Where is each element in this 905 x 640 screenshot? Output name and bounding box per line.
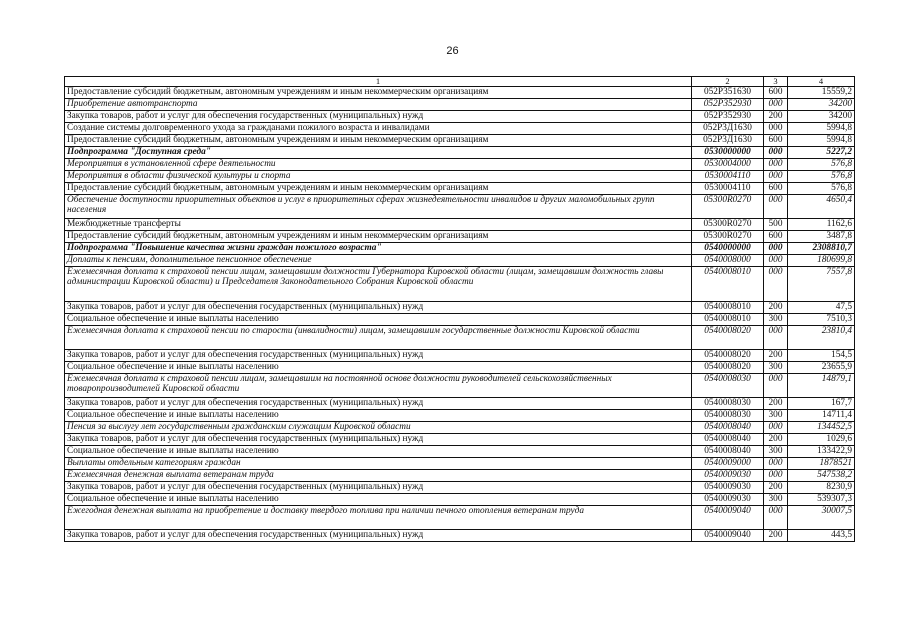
row-amount-cell: 576,8 <box>788 159 855 171</box>
row-name-cell: Подпрограмма "Повышение качества жизни граждан пожилого возраста" <box>65 243 692 255</box>
row-code-cell: 0540008040 <box>692 422 764 434</box>
row-name-cell: Ежемесячная денежная выплата ветеранам труда <box>65 470 692 482</box>
row-code-cell: 0540008040 <box>692 434 764 446</box>
row-code-cell: 0540009030 <box>692 494 764 506</box>
row-expense-type-cell: 000 <box>764 506 788 530</box>
row-amount-cell: 539307,3 <box>788 494 855 506</box>
row-amount-cell: 5994,8 <box>788 123 855 135</box>
row-code-cell: 05300R0270 <box>692 231 764 243</box>
row-name-cell: Социальное обеспечение и иные выплаты населению <box>65 446 692 458</box>
table-row <box>65 255 855 267</box>
row-code-cell: 0540008040 <box>692 446 764 458</box>
row-expense-type-cell: 000 <box>764 159 788 171</box>
row-amount-cell: 5994,8 <box>788 135 855 147</box>
table-row <box>65 374 855 398</box>
row-amount-cell: 133422,9 <box>788 446 855 458</box>
row-expense-type-cell: 600 <box>764 135 788 147</box>
row-name-cell: Социальное обеспечение и иные выплаты населению <box>65 314 692 326</box>
row-code-cell: 0540009030 <box>692 482 764 494</box>
row-code-cell: 0540008020 <box>692 350 764 362</box>
row-code-cell: 05300R0270 <box>692 219 764 231</box>
row-expense-type-cell: 000 <box>764 458 788 470</box>
row-amount-cell: 7557,8 <box>788 267 855 302</box>
row-expense-type-cell: 000 <box>764 267 788 302</box>
row-name-cell: Закупка товаров, работ и услуг для обеспечения государственных (муниципальных) нужд <box>65 434 692 446</box>
row-expense-type-cell: 200 <box>764 530 788 542</box>
row-code-cell: 0540008010 <box>692 302 764 314</box>
row-expense-type-cell: 000 <box>764 470 788 482</box>
row-name-cell: Предоставление субсидий бюджетным, автономным учреждениям и иным некоммерческим организациям <box>65 87 692 99</box>
table-row <box>65 350 855 362</box>
row-code-cell: 0540009000 <box>692 458 764 470</box>
table-row <box>65 87 855 99</box>
row-code-cell: 052P352930 <box>692 111 764 123</box>
row-name-cell: Закупка товаров, работ и услуг для обеспечения государственных (муниципальных) нужд <box>65 350 692 362</box>
table-header-row <box>65 77 855 87</box>
row-name-cell: Приобретение автотранспорта <box>65 99 692 111</box>
table-row <box>65 99 855 111</box>
row-code-cell: 0530000000 <box>692 147 764 159</box>
row-amount-cell: 8230,9 <box>788 482 855 494</box>
table-row <box>65 482 855 494</box>
row-name-cell: Ежемесячная доплата к страховой пенсии лицам, замещавшим на постоянной основе должности руководителей сельскохозяйственных товаропроизводителей Кировской области <box>65 374 692 398</box>
row-expense-type-cell: 200 <box>764 350 788 362</box>
row-code-cell: 0540008020 <box>692 362 764 374</box>
column-header-4: 4 <box>788 77 855 87</box>
row-amount-cell: 14879,1 <box>788 374 855 398</box>
budget-table <box>64 76 855 542</box>
row-name-cell: Предоставление субсидий бюджетным, автономным учреждениям и иным некоммерческим организациям <box>65 231 692 243</box>
row-expense-type-cell: 600 <box>764 183 788 195</box>
row-expense-type-cell: 000 <box>764 255 788 267</box>
table-row <box>65 314 855 326</box>
row-amount-cell: 23655,9 <box>788 362 855 374</box>
table-row <box>65 111 855 123</box>
row-expense-type-cell: 500 <box>764 219 788 231</box>
row-code-cell: 052P3Д1630 <box>692 123 764 135</box>
row-expense-type-cell: 000 <box>764 243 788 255</box>
row-amount-cell: 2308810,7 <box>788 243 855 255</box>
row-code-cell: 0540009030 <box>692 470 764 482</box>
row-expense-type-cell: 000 <box>764 171 788 183</box>
row-amount-cell: 4650,4 <box>788 195 855 219</box>
row-code-cell: 0530004110 <box>692 183 764 195</box>
table-row <box>65 123 855 135</box>
row-code-cell: 0540008010 <box>692 267 764 302</box>
table-row <box>65 434 855 446</box>
row-code-cell: 0540008020 <box>692 326 764 350</box>
row-name-cell: Создание системы долговременного ухода за гражданами пожилого возраста и инвалидами <box>65 123 692 135</box>
row-name-cell: Закупка товаров, работ и услуг для обеспечения государственных (муниципальных) нужд <box>65 111 692 123</box>
row-amount-cell: 167,7 <box>788 398 855 410</box>
row-name-cell: Обеспечение доступности приоритетных объектов и услуг в приоритетных сферах жизнедеятельности инвалидов и других маломобильных групп населения <box>65 195 692 219</box>
table-row <box>65 398 855 410</box>
row-name-cell: Закупка товаров, работ и услуг для обеспечения государственных (муниципальных) нужд <box>65 398 692 410</box>
row-amount-cell: 576,8 <box>788 171 855 183</box>
row-name-cell: Предоставление субсидий бюджетным, автономным учреждениям и иным некоммерческим организациям <box>65 183 692 195</box>
table-row <box>65 147 855 159</box>
row-code-cell: 052P351630 <box>692 87 764 99</box>
table-row <box>65 171 855 183</box>
table-row <box>65 506 855 530</box>
table-row <box>65 159 855 171</box>
row-expense-type-cell: 200 <box>764 434 788 446</box>
row-amount-cell: 1029,6 <box>788 434 855 446</box>
row-expense-type-cell: 000 <box>764 326 788 350</box>
row-expense-type-cell: 000 <box>764 99 788 111</box>
row-amount-cell: 14711,4 <box>788 410 855 422</box>
row-name-cell: Мероприятия в установленной сфере деятельности <box>65 159 692 171</box>
row-code-cell: 0530004000 <box>692 159 764 171</box>
row-code-cell: 0540008000 <box>692 255 764 267</box>
row-expense-type-cell: 000 <box>764 195 788 219</box>
row-code-cell: 0540008030 <box>692 410 764 422</box>
row-name-cell: Ежегодная денежная выплата на приобретение и доставку твердого топлива при наличии печного отопления ветеранам труда <box>65 506 692 530</box>
row-name-cell: Закупка товаров, работ и услуг для обеспечения государственных (муниципальных) нужд <box>65 482 692 494</box>
row-name-cell: Межбюджетные трансферты <box>65 219 692 231</box>
row-expense-type-cell: 200 <box>764 398 788 410</box>
row-amount-cell: 443,5 <box>788 530 855 542</box>
table-row <box>65 195 855 219</box>
row-expense-type-cell: 600 <box>764 231 788 243</box>
row-code-cell: 052P3Д1630 <box>692 135 764 147</box>
row-expense-type-cell: 300 <box>764 314 788 326</box>
row-code-cell: 0540008030 <box>692 398 764 410</box>
table-row <box>65 243 855 255</box>
table-row <box>65 326 855 350</box>
row-name-cell: Мероприятия в области физической культуры и спорта <box>65 171 692 183</box>
row-amount-cell: 7510,3 <box>788 314 855 326</box>
row-name-cell: Ежемесячная доплата к страховой пенсии по старости (инвалидности) лицам, замещавшим государственные должности Кировской области <box>65 326 692 350</box>
row-amount-cell: 154,5 <box>788 350 855 362</box>
row-name-cell: Социальное обеспечение и иные выплаты населению <box>65 362 692 374</box>
row-amount-cell: 30007,5 <box>788 506 855 530</box>
row-amount-cell: 47,5 <box>788 302 855 314</box>
table-row <box>65 458 855 470</box>
row-name-cell: Ежемесячная доплата к страховой пенсии лицам, замещавшим должности Губернатора Кировской области (лицам, замещавшим должность главы администрации Кировской области) и Председателя Законодательного Собрания Кировской области <box>65 267 692 302</box>
row-amount-cell: 34200 <box>788 111 855 123</box>
row-code-cell: 0540009040 <box>692 506 764 530</box>
row-expense-type-cell: 000 <box>764 147 788 159</box>
row-amount-cell: 1878521 <box>788 458 855 470</box>
row-expense-type-cell: 200 <box>764 111 788 123</box>
row-name-cell: Доплаты к пенсиям, дополнительное пенсионное обеспечение <box>65 255 692 267</box>
row-expense-type-cell: 600 <box>764 87 788 99</box>
row-expense-type-cell: 200 <box>764 482 788 494</box>
row-name-cell: Социальное обеспечение и иные выплаты населению <box>65 494 692 506</box>
row-expense-type-cell: 300 <box>764 446 788 458</box>
table-row <box>65 231 855 243</box>
row-expense-type-cell: 300 <box>764 410 788 422</box>
column-header-3: 3 <box>764 77 788 87</box>
row-expense-type-cell: 200 <box>764 302 788 314</box>
row-expense-type-cell: 300 <box>764 362 788 374</box>
row-amount-cell: 1162,6 <box>788 219 855 231</box>
table-row <box>65 446 855 458</box>
row-expense-type-cell: 000 <box>764 123 788 135</box>
row-amount-cell: 23810,4 <box>788 326 855 350</box>
row-code-cell: 0540009040 <box>692 530 764 542</box>
table-row <box>65 530 855 542</box>
row-code-cell: 05300R0270 <box>692 195 764 219</box>
column-header-1: 1 <box>65 77 692 87</box>
table-row <box>65 422 855 434</box>
row-code-cell: 052P352930 <box>692 99 764 111</box>
table-row <box>65 470 855 482</box>
table-row <box>65 410 855 422</box>
column-header-2: 2 <box>692 77 764 87</box>
row-expense-type-cell: 300 <box>764 494 788 506</box>
row-amount-cell: 134452,5 <box>788 422 855 434</box>
row-code-cell: 0540000000 <box>692 243 764 255</box>
row-code-cell: 0530004110 <box>692 171 764 183</box>
row-name-cell: Предоставление субсидий бюджетным, автономным учреждениям и иным некоммерческим организациям <box>65 135 692 147</box>
row-expense-type-cell: 000 <box>764 422 788 434</box>
row-amount-cell: 576,8 <box>788 183 855 195</box>
row-code-cell: 0540008030 <box>692 374 764 398</box>
row-expense-type-cell: 000 <box>764 374 788 398</box>
row-amount-cell: 180699,8 <box>788 255 855 267</box>
row-name-cell: Пенсия за выслугу лет государственным гражданским служащим Кировской области <box>65 422 692 434</box>
table-row <box>65 267 855 302</box>
row-name-cell: Закупка товаров, работ и услуг для обеспечения государственных (муниципальных) нужд <box>65 302 692 314</box>
table-row <box>65 135 855 147</box>
row-amount-cell: 34200 <box>788 99 855 111</box>
row-amount-cell: 5227,2 <box>788 147 855 159</box>
table-row <box>65 183 855 195</box>
row-name-cell: Выплаты отдельным категориям граждан <box>65 458 692 470</box>
table-row <box>65 494 855 506</box>
row-code-cell: 0540008010 <box>692 314 764 326</box>
row-amount-cell: 15559,2 <box>788 87 855 99</box>
row-amount-cell: 547538,2 <box>788 470 855 482</box>
page-number: 26 <box>446 45 459 57</box>
row-amount-cell: 3487,8 <box>788 231 855 243</box>
row-name-cell: Подпрограмма "Доступная среда" <box>65 147 692 159</box>
table-row <box>65 302 855 314</box>
table-row <box>65 219 855 231</box>
table-row <box>65 362 855 374</box>
row-name-cell: Закупка товаров, работ и услуг для обеспечения государственных (муниципальных) нужд <box>65 530 692 542</box>
row-name-cell: Социальное обеспечение и иные выплаты населению <box>65 410 692 422</box>
